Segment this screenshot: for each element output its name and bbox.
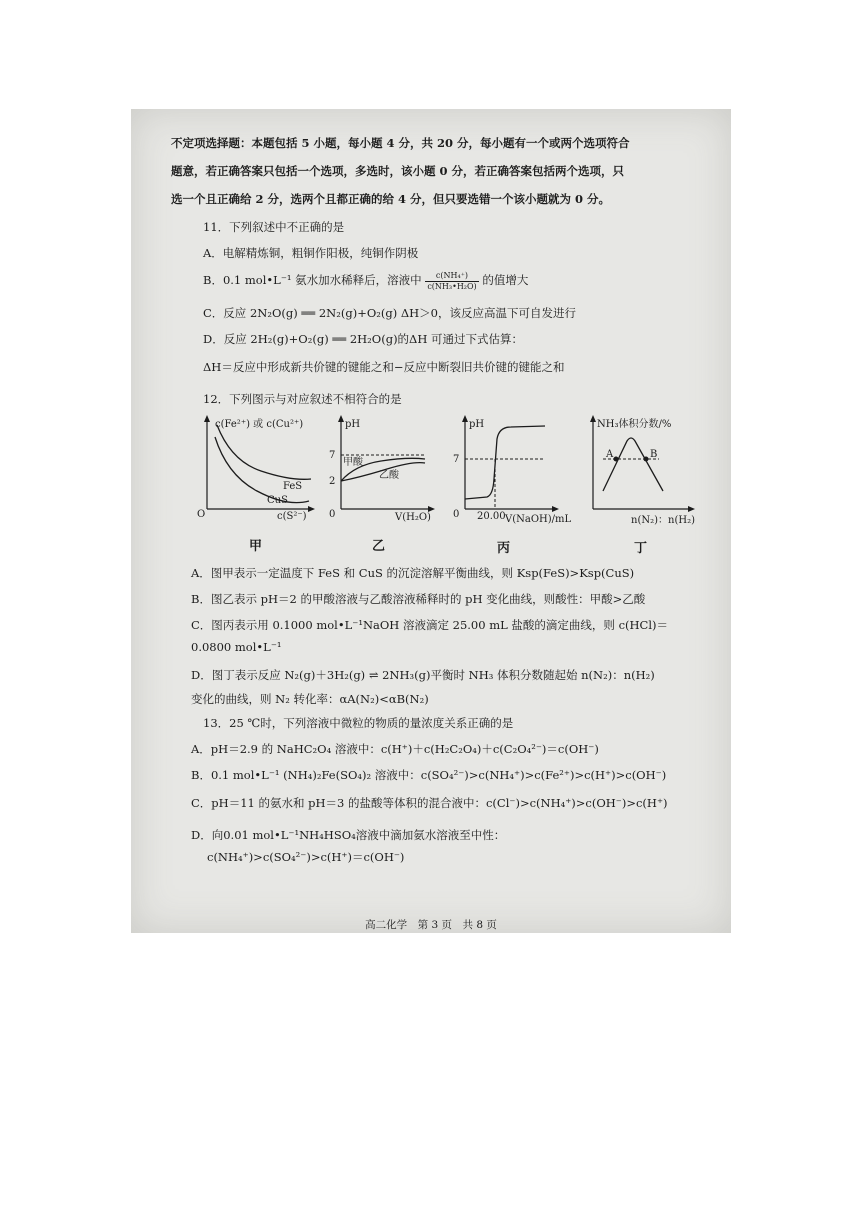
yi-y-label: pH [345,419,361,430]
jia-cus-label: CuS [267,495,288,506]
q12-option-d-cont: 变化的曲线，则 N₂ 转化率：αA(N₂)<αB(N₂) [191,692,429,706]
q13-option-b: B．0.1 mol•L⁻¹ (NH₄)₂Fe(SO₄)₂ 溶液中：c(SO₄²⁻)>c(NH₄⁺)>c(Fe²⁺)>c(H⁺)>c(OH⁻) [191,768,667,782]
bing-x-arrow [552,506,559,512]
jia-y-label: c(Fe²⁺) 或 c(Cu²⁺) [215,419,304,430]
q11-option-b-prefix: B．0.1 mol•L⁻¹ 氨水加水稀释后，溶液中 [203,273,422,287]
yi-x-label: V(H₂O) [395,512,431,523]
caption-ding: 丁 [634,541,648,556]
q13-stem: 13．25 ℃时，下列溶液中微粒的物质的量浓度关系正确的是 [203,716,514,730]
jia-origin: O [197,509,206,520]
bing-y-label: pH [469,419,485,430]
instructions-line-2: 题意，若正确答案只包括一个选项，多选时，该小题 0 分，若正确答案包括两个选项，只 [171,164,625,178]
figure-ding-graph [590,415,695,526]
bing-titration-curve [465,426,545,499]
yi-formic-label: 甲酸 [343,457,363,468]
q12-option-a: A．图甲表示一定温度下 FeS 和 CuS 的沉淀溶解平衡曲线，则 Ksp(FeS)>Ksp(CuS) [191,566,635,580]
ding-point-b [644,457,649,462]
instructions-line-3: 选一个且正确给 2 分，选两个且都正确的给 4 分，但只要选错一个该小题就为 0 分。 [171,192,611,206]
bing-tick-7: 7 [453,454,460,465]
jia-fes-curve [217,425,311,479]
bing-origin: 0 [453,509,460,520]
q12-stem: 12．下列图示与对应叙述不相符合的是 [203,392,402,406]
yi-y-arrow [338,415,344,422]
bing-y-arrow [462,415,468,422]
bing-x-label: V(NaOH)/mL [505,514,572,525]
fraction-denominator: c(NH₃•H₂O) [427,281,477,291]
figure-bing-graph [453,415,572,525]
yi-tick-2: 2 [329,476,336,487]
q12-option-c: C．图丙表示用 0.1000 mol•L⁻¹NaOH 溶液滴定 25.00 mL 盐酸的滴定曲线，则 c(HCl)＝ [191,618,668,632]
ding-y-arrow [590,415,596,422]
q11-option-b-suffix: 的值增大 [482,273,529,287]
caption-jia: 甲 [249,539,263,554]
figure-jia [131,109,731,569]
q11-option-d-formula: ΔH＝反应中形成新共价键的键能之和−反应中断裂旧共价键的键能之和 [203,360,565,374]
ding-curve [603,438,663,491]
page-footer: 高二化学 第 3 页 共 8 页 [365,919,497,931]
jia-x-arrow [308,506,315,512]
q11-option-d: D．反应 2H₂(g)+O₂(g) ══ 2H₂O(g)的ΔH 可通过下式估算： [203,332,524,346]
caption-yi: 乙 [372,539,386,554]
q13-option-a: A．pH＝2.9 的 NaHC₂O₄ 溶液中：c(H⁺)＋c(H₂C₂O₄)＋c(C₂O₄²⁻)＝c(OH⁻) [191,742,599,756]
q11-stem: 11．下列叙述中不正确的是 [203,220,345,234]
q11-option-a: A．电解精炼铜，粗铜作阳极，纯铜作阴极 [203,246,419,260]
ding-x-arrow [688,506,695,512]
figure-jia-graph [197,415,315,522]
instructions-line-1: 不定项选择题：本题包括 5 小题，每小题 4 分，共 20 分，每小题有一个或两个选项符合 [171,136,630,150]
q11-option-c: C．反应 2N₂O(g) ══ 2N₂(g)+O₂(g) ΔH＞0，该反应高温下可自发进行 [203,306,577,320]
bing-x-tick: 20.00 [477,511,506,522]
ding-label-a: A [606,449,614,460]
jia-x-label: c(S²⁻) [277,511,307,522]
q12-option-b: B．图乙表示 pH＝2 的甲酸溶液与乙酸溶液稀释时的 pH 变化曲线，则酸性：甲酸>乙酸 [191,592,646,606]
q13-option-d: D．向0.01 mol•L⁻¹NH₄HSO₄溶液中滴加氨水溶液至中性： [191,828,506,842]
yi-tick-7: 7 [329,450,336,461]
q12-option-d: D．图丁表示反应 N₂(g)＋3H₂(g) ⇌ 2NH₃(g)平衡时 NH₃ 体积分数随起始 n(N₂)：n(H₂) [191,668,655,682]
ding-point-a [614,457,619,462]
fraction-numerator: c(NH₄⁺) [425,271,478,282]
caption-bing: 丙 [497,541,511,556]
q13-option-d-relation: c(NH₄⁺)>c(SO₄²⁻)>c(H⁺)＝c(OH⁻) [207,850,405,864]
q13-option-c: C．pH＝11 的氨水和 pH＝3 的盐酸等体积的混合液中：c(Cl⁻)>c(NH₄⁺)>c(OH⁻)>c(H⁺) [191,796,668,810]
yi-origin: 0 [329,509,336,520]
figure-yi-graph [329,415,435,523]
yi-acetic-label: 乙酸 [379,470,399,481]
exam-page [131,109,731,933]
jia-y-arrow [204,415,210,422]
q12-option-c-value: 0.0800 mol•L⁻¹ [191,640,282,654]
ding-x-label: n(N₂)：n(H₂) [631,515,695,526]
jia-fes-label: FeS [283,481,303,492]
ding-label-b: B [650,449,658,460]
ding-y-label: NH₃体积分数/% [597,419,672,430]
